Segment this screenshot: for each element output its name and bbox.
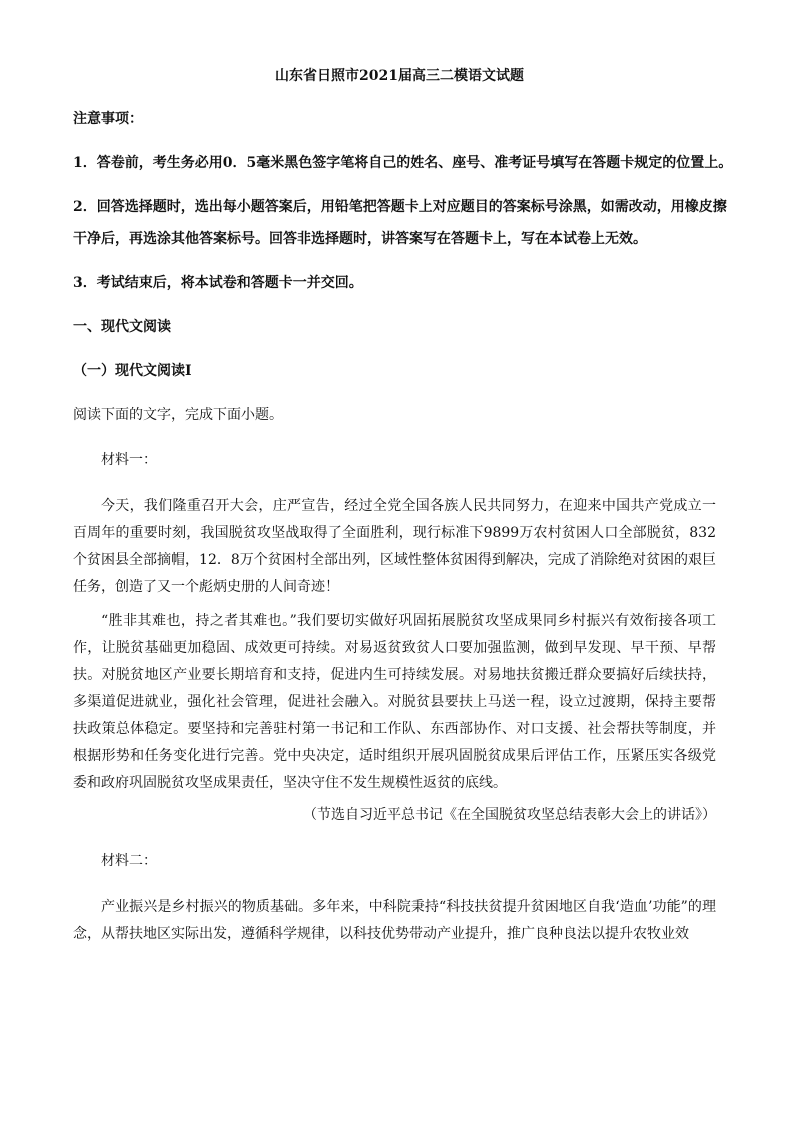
notice-title: 注意事项： [73, 111, 143, 127]
notice-item-2-line-1: 2．回答选择题时，选出每小题答案后，用铅笔把答题卡上对应题目的答案标号涂黑，如需改动，用橡皮擦 [73, 199, 727, 215]
notice-item-3: 3．考试结束后，将本试卷和答题卡一并交回。 [73, 275, 363, 291]
subsection-heading-modern-reading-1: （一）现代文阅读Ⅰ [73, 363, 192, 379]
material-2-paragraph-1: 产业振兴是乡村振兴的物质基础。多年来，中科院秉持“科技扶贫提升贫困地区自我‘造血’功能”的理念，从帮扶地区实际出发，遵循科学规律，以科技优势带动产业提升，推广良种良法以提升农牧业效 [73, 899, 716, 942]
reading-instruction: 阅读下面的文字，完成下面小题。 [73, 407, 283, 423]
material-1-source: （节选自习近平总书记《在全国脱贫攻坚总结表彰大会上的讲话》） [303, 807, 716, 823]
section-heading-modern-reading: 一、现代文阅读 [73, 319, 171, 335]
document-title: 山东省日照市2021届高三二模语文试题 [275, 68, 524, 84]
material-1-paragraph-2: “胜非其难也，持之者其难也。”我们要切实做好巩固拓展脱贫攻坚成果同乡村振兴有效衔接各项工作，让脱贫基础更加稳固、成效更可持续。对易返贫致贫人口要加强监测，做到早发现、早干预、早帮扶。对脱贫地区产业要长期培育和支持，促进内生可持续发展。对易地扶贫搬迁群众要搞好后续扶持，多渠道促进就业，强化社会管理，促进社会融入。对脱贫县要扶上马送一程，设立过渡期，保持主要帮扶政策总体稳定。要坚持和完善驻村第一书记和工作队、东西部协作、对口支援、社会帮扶等制度，并根据形势和任务变化进行完善。党中央决定，适时组织开展巩固脱贫成果后评估工作，压紧压实各级党委和政府巩固脱贫攻坚成果责任，坚决守住不发生规模性返贫的底线。 [73, 613, 716, 791]
notice-item-1: 1．答卷前，考生务必用0．5毫米黑色签字笔将自己的姓名、座号、准考证号填写在答题卡规定的位置上。 [73, 155, 733, 171]
notice-item-2-line-2: 干净后，再选涂其他答案标号。回答非选择题时，讲答案写在答题卡上，写在本试卷上无效。 [73, 231, 647, 247]
material-1-label: 材料一： [101, 452, 157, 468]
material-1-paragraph-1: 今天，我们隆重召开大会，庄严宣告，经过全党全国各族人民共同努力，在迎来中国共产党成立一百周年的重要时刻，我国脱贫攻坚战取得了全面胜利，现行标准下9899万农村贫困人口全部脱贫，832个贫困县全部摘帽，12．8万个贫困村全部出列，区域性整体贫困得到解决，完成了消除绝对贫困的艰巨任务，创造了又一个彪炳史册的人间奇迹！ [73, 498, 716, 595]
material-2-label: 材料二： [101, 853, 157, 869]
